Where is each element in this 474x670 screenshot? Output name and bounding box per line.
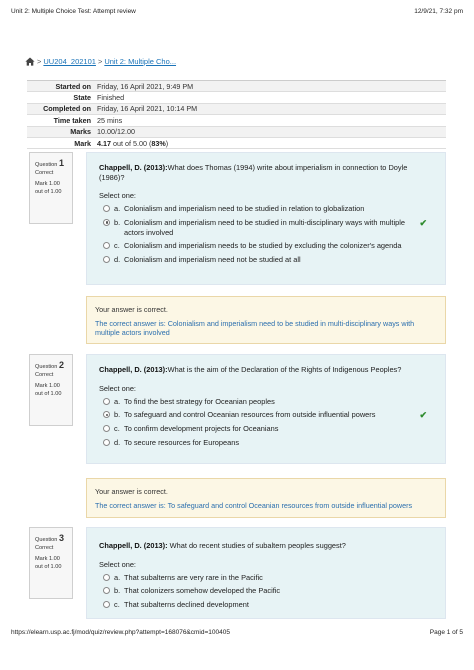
question-status: Correct [35,371,54,378]
question-mark: Mark 1.00 [35,181,60,188]
radio-button[interactable] [103,574,110,581]
summary-row-time-taken [27,115,446,126]
answer-option[interactable] [99,241,433,251]
mark-outof: out of 5.00 ( [111,138,152,148]
summary-value: 10.00/12.00 [97,127,135,137]
question-info [29,527,73,599]
question-box [86,354,446,464]
breadcrumb-unit-link[interactable]: Unit 2: Multiple Cho... [104,57,177,66]
answer-letter: a. [114,572,121,582]
answer-option[interactable] [99,586,433,596]
feedback-message: Your answer is correct. [95,487,168,496]
answer-option[interactable] [99,204,433,214]
answer-text: To safeguard and control Oceanian resources from outside influential powers [124,410,376,420]
breadcrumb-separator: > [97,57,103,66]
answer-letter: d. [114,254,121,264]
answer-letter: b. [114,410,121,420]
question-text [99,163,433,182]
question-prompt: What do recent studies of subaltern peoples suggest? [167,541,346,550]
summary-value: Friday, 16 April 2021, 9:49 PM [97,81,194,91]
breadcrumb [25,57,176,66]
answer-letter: c. [114,599,120,609]
feedback-box [86,478,446,518]
radio-button-selected[interactable] [103,411,110,418]
question-status: Correct [35,544,54,551]
question-prompt: What does Thomas (1994) write about imperialism in connection to Doyle (1986)? [99,163,408,182]
question-info [29,354,73,426]
answer-text: That subalterns declined development [124,599,249,609]
question-number-value: 3 [58,533,64,543]
question-outof: out of 1.00 [35,188,62,195]
correct-check-icon: ✔ [419,217,427,228]
answer-letter: a. [114,204,121,214]
answer-option[interactable] [99,410,433,420]
home-icon[interactable] [25,57,35,66]
summary-value: Friday, 16 April 2021, 10:14 PM [97,104,198,114]
summary-value [94,139,168,148]
question-author: Chappell, D. (2013): [99,163,168,172]
correct-check-icon: ✔ [419,410,427,421]
print-header [11,8,463,15]
answer-text: Colonialism and imperialism need to be studied in relation to globalization [124,204,365,214]
summary-value: 25 mins [97,115,123,125]
print-page-number: Page 1 of 5 [429,629,463,636]
question-number [35,157,67,170]
question-number [35,532,67,545]
feedback-message: Your answer is correct. [95,305,168,314]
radio-button[interactable] [103,242,110,249]
correct-answer-text: The correct answer is: To safeguard and control Oceanian resources from outside influential powers [95,500,413,510]
mark-percent: 83% [151,138,166,148]
question-word: Question [35,162,58,168]
radio-button[interactable] [103,398,110,405]
radio-button[interactable] [103,601,110,608]
radio-button-selected[interactable] [103,219,110,226]
question-mark: Mark 1.00 [35,556,60,563]
summary-row-marks [27,127,446,138]
radio-button[interactable] [103,256,110,263]
breadcrumb-course-link[interactable]: UU204_202101 [43,57,96,66]
answer-option[interactable] [99,573,433,583]
print-url: https://elearn.usp.ac.fj/mod/quiz/review.php?attempt=168076&cmid=100405 [11,629,230,636]
print-footer [11,629,463,636]
mark-score: 4.17 [97,138,111,148]
summary-label: Completed on [43,104,91,114]
answer-text: Colonialism and imperialism need to be studied in multi-disciplinary ways with multiple actors involved [124,217,405,237]
summary-label: State [73,93,91,103]
summary-value: Finished [97,93,125,103]
select-one-label: Select one: [99,383,136,393]
question-author: Chappell, D. (2013): [99,365,168,374]
attempt-summary-table [27,80,446,149]
print-title: Unit 2: Multiple Choice Test: Attempt review [11,8,136,15]
question-prompt: What is the aim of the Declaration of the Rights of Indigenous Peoples? [167,365,402,374]
question-box [86,152,446,285]
feedback-box [86,296,446,344]
answer-option[interactable] [99,255,433,265]
summary-label: Marks [70,127,91,137]
answer-text: Colonialism and imperialism needs to be studied by excluding the colonizer's agenda [124,241,402,251]
summary-label: Time taken [53,115,91,125]
answer-text: Colonialism and imperialism need not be studied at all [124,254,301,264]
mark-close: ) [165,138,169,148]
question-word: Question [35,537,58,543]
answer-option[interactable] [99,397,433,407]
question-number-value: 2 [58,360,64,370]
answer-text: That subalterns are very rare in the Pacific [124,572,263,582]
question-number [35,359,67,372]
answer-letter: b. [114,586,121,596]
answer-letter: d. [114,437,121,447]
summary-row-completed [27,104,446,115]
answer-letter: a. [114,396,121,406]
radio-button[interactable] [103,587,110,594]
print-datetime: 12/9/21, 7:32 pm [414,8,463,15]
breadcrumb-separator: > [37,57,42,66]
answer-letter: c. [114,423,120,433]
answer-option[interactable] [99,438,433,448]
summary-label: Started on [55,81,91,91]
answer-option[interactable] [99,424,433,434]
answer-option[interactable] [99,600,433,610]
answer-text: To find the best strategy for Oceanian peoples [124,396,275,406]
select-one-label: Select one: [99,559,136,569]
summary-row-started [27,81,446,92]
question-author: Chappell, D. (2013): [99,541,168,550]
radio-button[interactable] [103,439,110,446]
answer-list [99,573,433,610]
question-mark: Mark 1.00 [35,383,60,390]
answer-text: To confirm development projects for Oceanians [124,423,279,433]
answer-option[interactable] [99,218,433,237]
question-text [99,365,433,375]
question-outof: out of 1.00 [35,563,62,570]
summary-row-state [27,92,446,103]
question-word: Question [35,364,58,370]
radio-button[interactable] [103,425,110,432]
radio-button[interactable] [103,205,110,212]
answer-list [99,397,433,448]
question-text [99,541,433,551]
correct-answer-text: The correct answer is: Colonialism and imperialism need to be studied in multi-disciplinary ways with multiple actors involved [95,318,415,338]
question-number-value: 1 [58,158,64,168]
answer-letter: c. [114,241,120,251]
select-one-label: Select one: [99,191,136,201]
question-status: Correct [35,169,54,176]
summary-label: Mark [74,138,91,148]
answer-text: That colonizers somehow developed the Pacific [124,586,281,596]
question-box [86,527,446,619]
summary-row-mark [27,138,446,149]
answer-text: To secure resources for Europeans [124,437,240,447]
answer-list [99,204,433,264]
answer-letter: b. [114,217,121,227]
question-info [29,152,73,224]
question-outof: out of 1.00 [35,390,62,397]
